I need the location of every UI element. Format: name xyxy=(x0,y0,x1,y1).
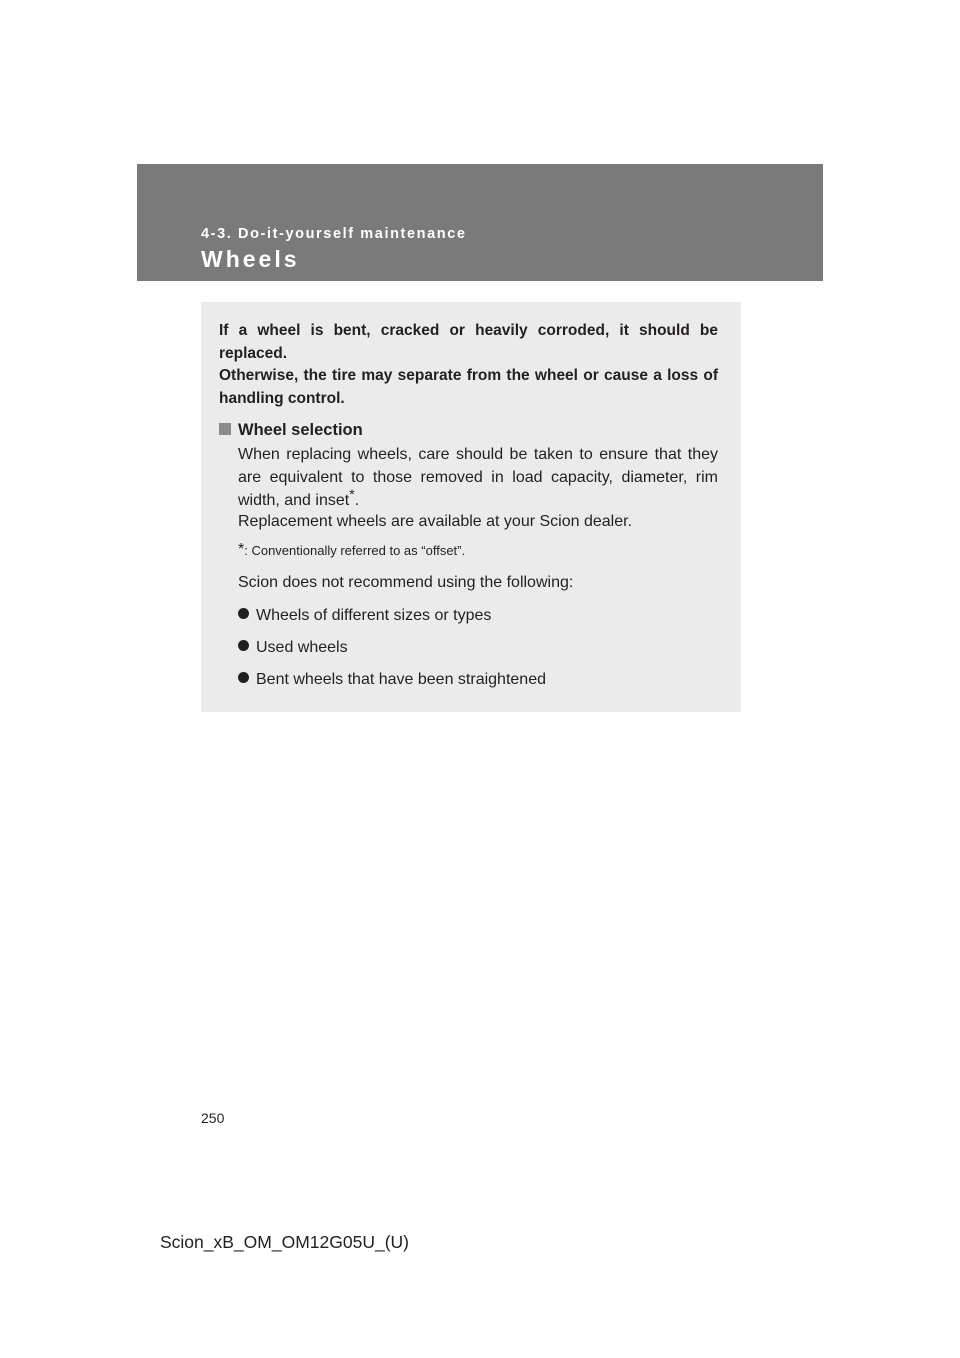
wheel-selection-paragraph xyxy=(238,444,718,513)
list-item xyxy=(238,669,546,691)
subheading-text: Wheel selection xyxy=(238,421,363,439)
intro-text xyxy=(219,320,718,410)
intro-line-2: Otherwise, the tire may separate from the wheel or cause a loss of handling control. xyxy=(219,367,718,407)
dealer-paragraph: Replacement wheels are available at your Scion dealer. xyxy=(238,513,633,530)
list-item xyxy=(238,637,348,659)
list-item-text: Wheels of different sizes or types xyxy=(256,607,492,624)
content-box xyxy=(201,302,741,712)
footnote-marker: * xyxy=(349,486,355,502)
footnote xyxy=(238,541,465,561)
square-bullet-icon xyxy=(219,423,231,435)
intro-line-1: If a wheel is bent, cracked or heavily corroded, it should be replaced. xyxy=(219,322,718,362)
document-id: Scion_xB_OM_OM12G05U_(U) xyxy=(160,1232,409,1252)
list-item xyxy=(238,605,491,627)
paragraph-text: When replacing wheels, care should be taken to ensure that they are equivalent to those removed in load capacity, diameter, rim width, and inset xyxy=(238,446,718,509)
footnote-text: : Conventionally referred to as “offset”. xyxy=(244,543,466,558)
section-label: 4-3. Do-it-yourself maintenance xyxy=(201,226,467,242)
bullet-dot-icon xyxy=(238,672,249,683)
page-number: 250 xyxy=(201,1110,225,1126)
recommend-intro: Scion does not recommend using the following: xyxy=(238,574,574,591)
paragraph-end: . xyxy=(354,492,360,509)
footnote-star: * xyxy=(238,541,245,558)
list-item-text: Bent wheels that have been straightened xyxy=(256,671,546,688)
bullet-dot-icon xyxy=(238,608,249,619)
chapter-header xyxy=(137,164,823,281)
page-title: Wheels xyxy=(201,246,300,272)
list-item-text: Used wheels xyxy=(256,639,348,656)
wheel-selection-heading xyxy=(219,419,363,441)
bullet-dot-icon xyxy=(238,640,249,651)
